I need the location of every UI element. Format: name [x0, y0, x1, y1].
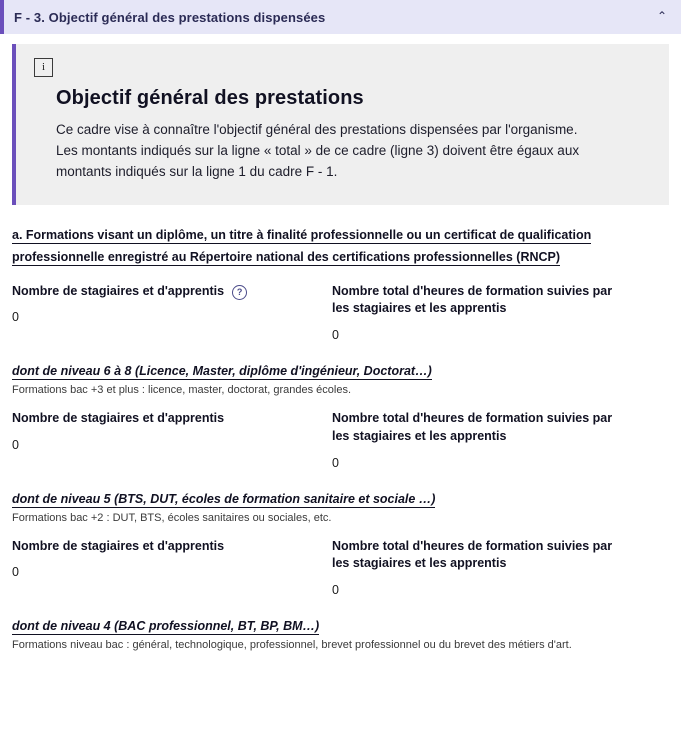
field-label-hours-n68-text: Nombre total d'heures de formation suivies par les stagiaires et les apprentis: [332, 411, 613, 443]
field-hours-n68: [332, 410, 652, 470]
subsection-title-text: dont de niveau 4 (BAC professionnel, BT, BP, BM…): [12, 619, 320, 634]
field-label-hours-a-text: Nombre total d'heures de formation suivies par les stagiaires et les apprentis: [332, 283, 613, 316]
field-label-hours-n68: [332, 410, 652, 446]
subsection-title-niveau-6-8: [12, 364, 669, 378]
subsection-niveau-4: [12, 619, 669, 651]
field-label-trainees-n68-text: Nombre de stagiaires et d'apprentis: [12, 411, 225, 426]
field-value-trainees-n68[interactable]: 0: [12, 437, 19, 452]
section-a-heading: [12, 225, 669, 269]
section-a-heading-line1: a. Formations visant un diplôme, un titre à finalité professionnelle ou un certificat de qualification: [12, 227, 592, 242]
subsection-title-text: dont de niveau 6 à 8 (Licence, Master, diplôme d'ingénieur, Doctorat…): [12, 364, 432, 379]
subsection-fields-niveau-5: [12, 538, 669, 598]
subsection-title-text: dont de niveau 5 (BTS, DUT, écoles de formation sanitaire et sociale …): [12, 491, 436, 506]
subsection-niveau-6-8: [12, 364, 669, 396]
callout-text: Ce cadre vise à connaître l'objectif général des prestations dispensées par l'organisme. Les montants indiqués sur la ligne « total » de ce cadre (ligne 3) doivent être égaux aux montants indiqués sur la ligne 1 du cadre F - 1.: [56, 122, 580, 179]
field-label-trainees-n5-text: Nombre de stagiaires et d'apprentis: [12, 538, 225, 553]
subsection-title-niveau-4: [12, 619, 669, 633]
callout-title: Objectif général des prestations: [56, 87, 364, 109]
field-label-hours-n5-text: Nombre total d'heures de formation suivies par les stagiaires et les apprentis: [332, 538, 613, 571]
field-value-hours-a[interactable]: 0: [332, 328, 339, 343]
field-label-trainees-n5: [12, 538, 332, 556]
field-label-trainees-a: [12, 283, 332, 301]
chevron-up-icon[interactable]: ⌃: [656, 9, 667, 23]
field-label-hours-a: [332, 283, 652, 319]
subsection-note-niveau-6-8: Formations bac +3 et plus : licence, master, doctorat, grandes écoles.: [12, 384, 352, 397]
field-value-trainees-a[interactable]: 0: [12, 310, 19, 325]
field-label-trainees-n68: [12, 410, 332, 428]
section-a-heading-line2: professionnelle enregistré au Répertoire national des certifications professionnelles (RNCP): [12, 249, 561, 264]
section-a-fields: [12, 283, 669, 343]
field-trainees-n5: [12, 538, 332, 598]
field-hours-n5: [332, 538, 652, 598]
subsection-note-niveau-5: Formations bac +2 : DUT, BTS, écoles sanitaires ou sociales, etc.: [12, 511, 332, 524]
info-icon: i: [34, 58, 53, 77]
subsection-fields-niveau-6-8: [12, 410, 669, 470]
field-value-hours-n68[interactable]: 0: [332, 455, 339, 470]
field-hours-a: [332, 283, 652, 343]
accordion-title: F - 3. Objectif général des prestations dispensées: [14, 9, 326, 25]
info-callout: [12, 44, 669, 205]
field-value-hours-n5[interactable]: 0: [332, 583, 339, 598]
field-label-hours-n5: [332, 538, 652, 574]
help-icon[interactable]: ?: [232, 285, 247, 300]
field-label-trainees-a-text: Nombre de stagiaires et d'apprentis: [12, 283, 225, 298]
field-trainees-a: [12, 283, 332, 343]
subsection-niveau-5: [12, 492, 669, 524]
field-trainees-n68: [12, 410, 332, 470]
accordion-header-f3[interactable]: [0, 0, 681, 34]
callout-body: [34, 87, 651, 183]
field-value-trainees-n5[interactable]: 0: [12, 565, 19, 580]
subsection-note-niveau-4: Formations niveau bac : général, technologique, professionnel, brevet professionnel ou du brevet des métiers d'art.: [12, 639, 572, 652]
subsection-title-niveau-5: [12, 492, 669, 506]
